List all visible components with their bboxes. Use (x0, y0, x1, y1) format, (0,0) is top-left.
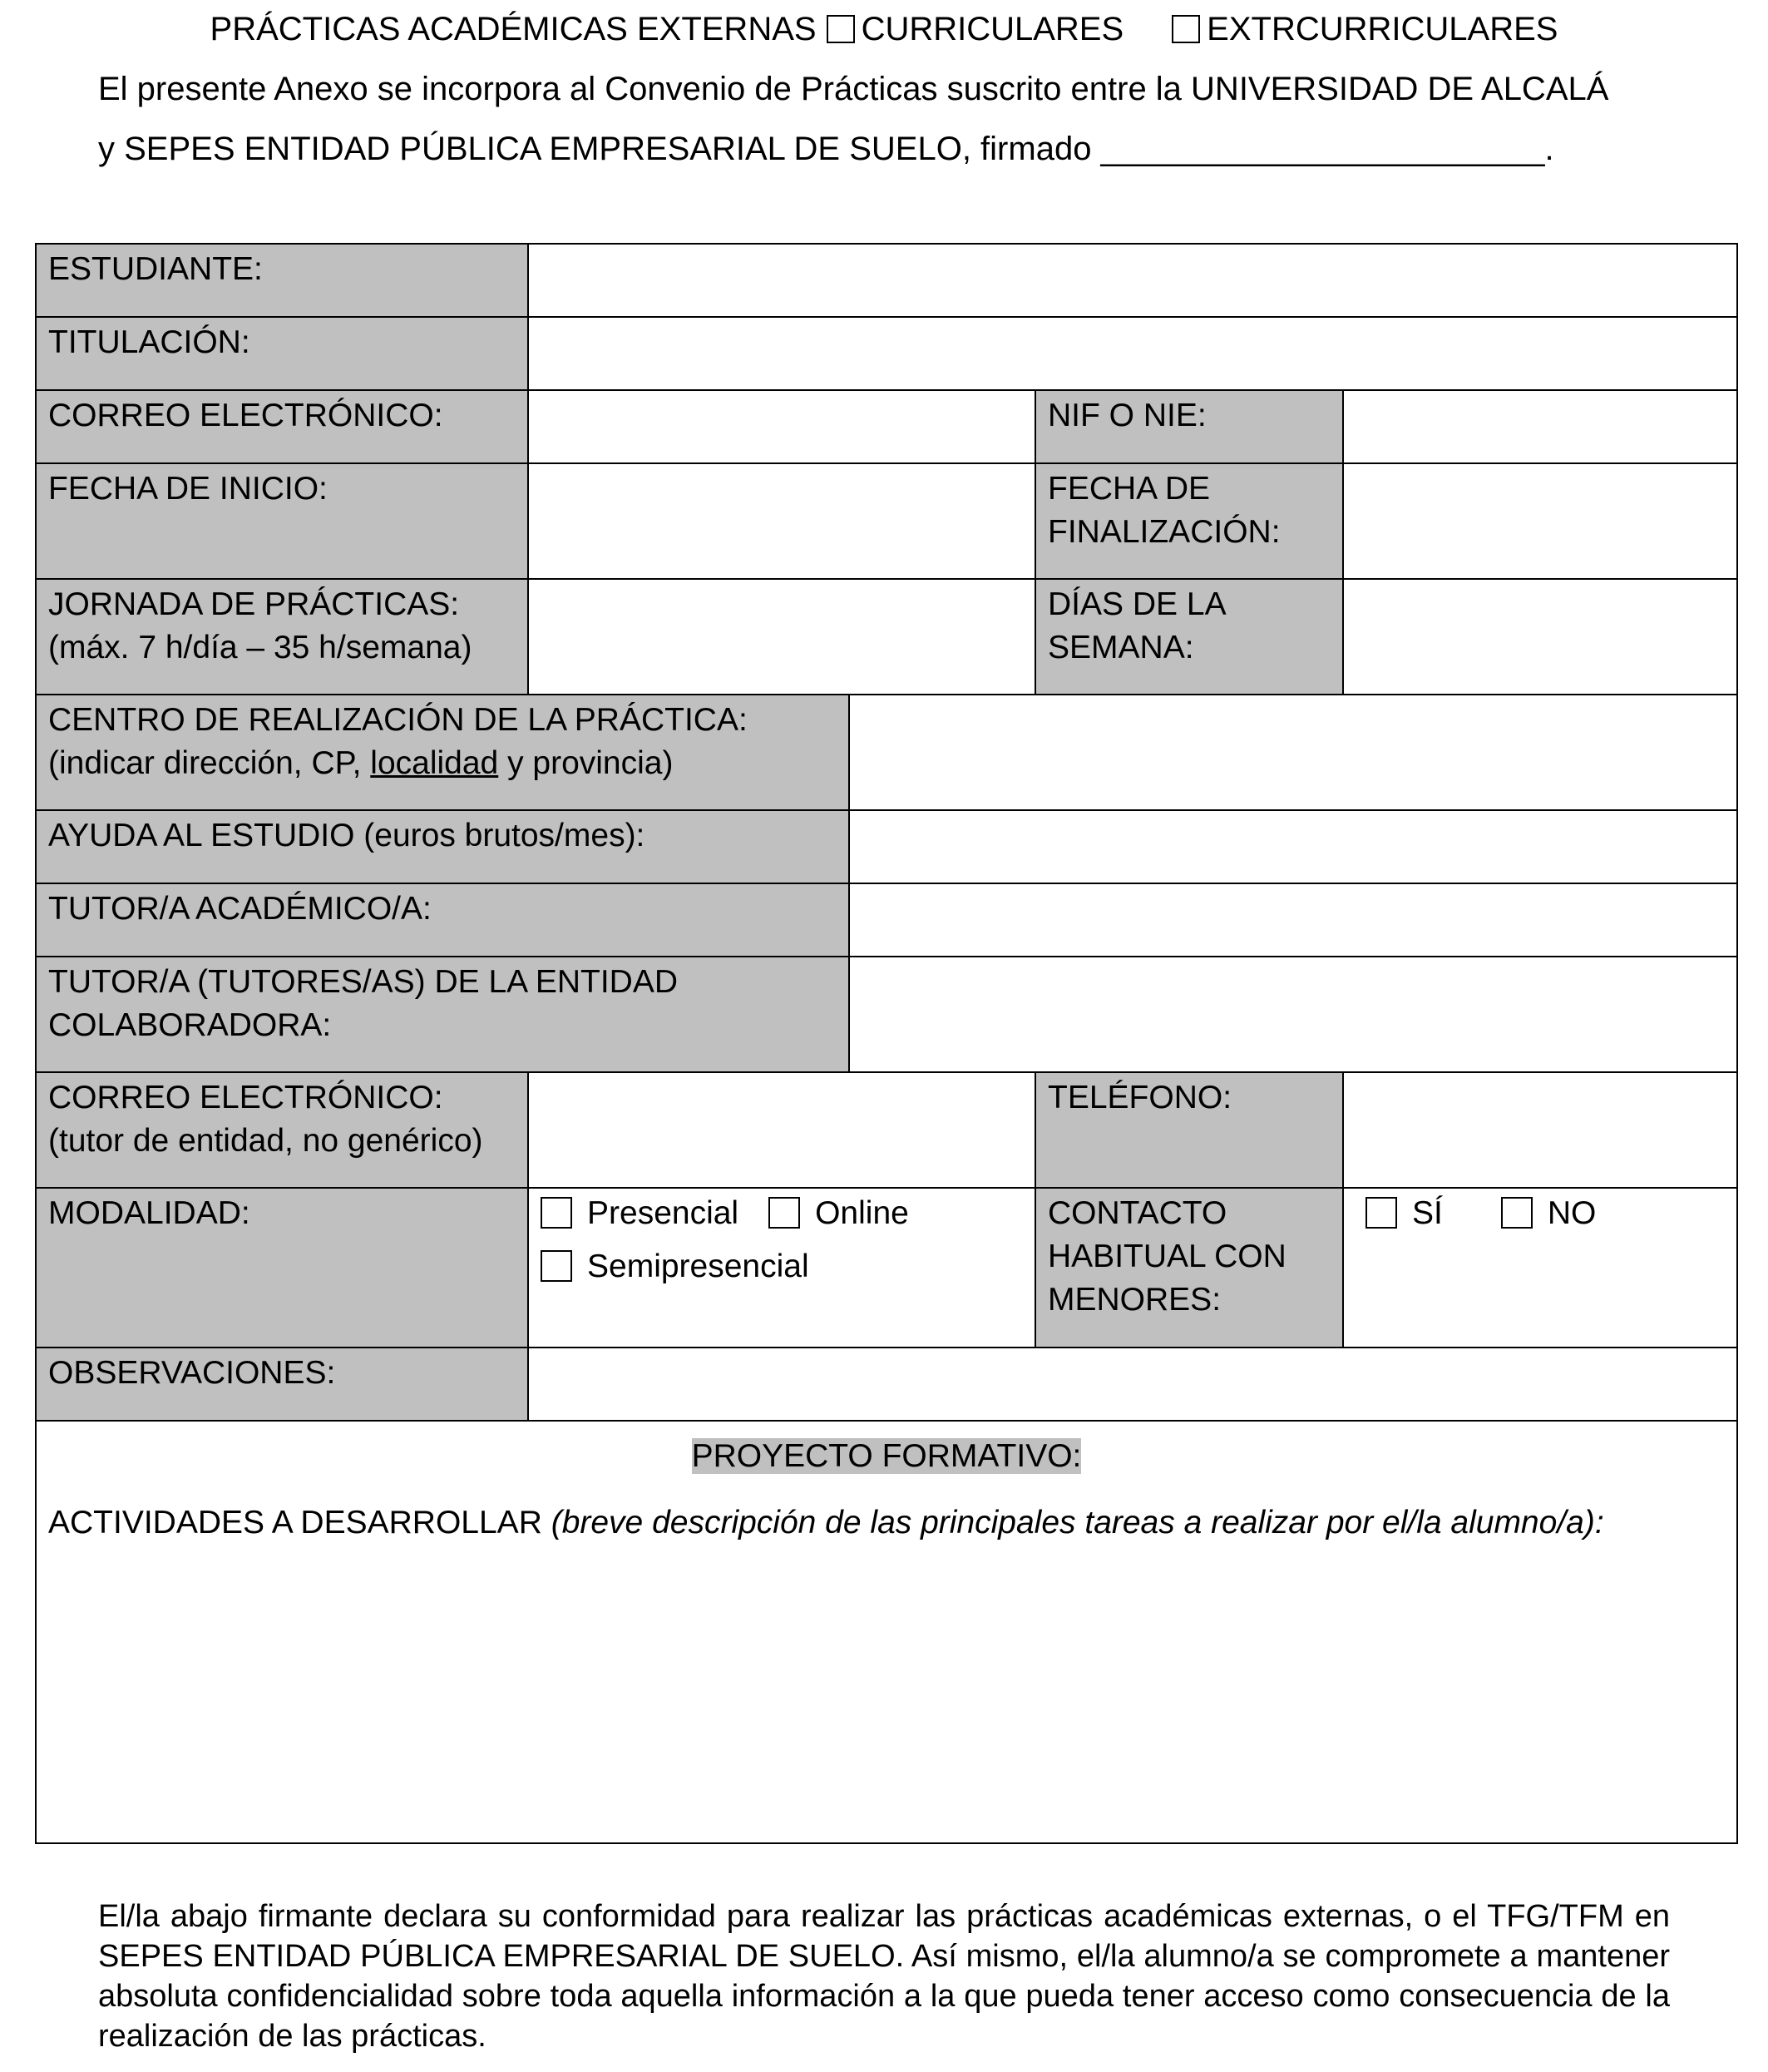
centro-label-part3: y provincia) (498, 745, 674, 781)
titulacion-field[interactable] (528, 317, 1737, 390)
contacto-label-line3: MENORES: (1048, 1282, 1222, 1318)
presencial-checkbox[interactable] (541, 1197, 572, 1229)
no-checkbox[interactable] (1501, 1197, 1533, 1229)
fecha-fin-label-line1: FECHA DE (1048, 471, 1211, 507)
online-label: Online (815, 1195, 909, 1231)
contacto-menores-label (1035, 1188, 1343, 1348)
semipresencial-label: Semipresencial (587, 1249, 809, 1284)
extracurricular-checkbox[interactable] (1172, 15, 1200, 43)
correo-field[interactable] (528, 390, 1035, 463)
practice-form-table (35, 243, 1738, 1844)
actividades-hint: (breve descripción de las principales tareas a realizar por el/la alumno/a): (551, 1505, 1604, 1540)
intro-line-2: y SEPES ENTIDAD PÚBLICA EMPRESARIAL DE SUELO, firmado ________________________. (98, 131, 1554, 167)
telefono-label: TELÉFONO: (1035, 1072, 1343, 1188)
fecha-fin-field[interactable] (1343, 463, 1737, 579)
semipresencial-checkbox[interactable] (541, 1250, 572, 1282)
extracurricular-label: EXTRCURRICULARES (1207, 11, 1558, 47)
page-title: PRÁCTICAS ACADÉMICAS EXTERNAS (210, 11, 817, 47)
online-checkbox[interactable] (768, 1197, 800, 1229)
correo-tutor-label-line2: (tutor de entidad, no genérico) (48, 1123, 483, 1159)
header-title-line (0, 8, 1768, 50)
contacto-menores-options (1343, 1188, 1737, 1348)
dias-label-line1: DÍAS DE LA (1048, 586, 1227, 622)
jornada-label (36, 579, 528, 695)
tutor-entidad-label (36, 957, 849, 1072)
observaciones-field[interactable] (528, 1348, 1737, 1421)
actividades-line (48, 1501, 1725, 1545)
correo-label: CORREO ELECTRÓNICO: (36, 390, 528, 463)
si-label: SÍ (1412, 1195, 1443, 1231)
centro-label-line1: CENTRO DE REALIZACIÓN DE LA PRÁCTICA: (48, 702, 748, 738)
tutor-entidad-label-line2: COLABORADORA: (48, 1007, 332, 1043)
no-label: NO (1547, 1195, 1597, 1231)
centro-label-part1: (indicar dirección, CP, (48, 745, 371, 781)
jornada-label-line1: JORNADA DE PRÁCTICAS: (48, 586, 460, 622)
jornada-label-line2: (máx. 7 h/día – 35 h/semana) (48, 630, 472, 665)
proyecto-formativo-section (36, 1421, 1737, 1843)
centro-label-line2 (48, 742, 837, 785)
ayuda-field[interactable] (849, 810, 1737, 883)
estudiante-label: ESTUDIANTE: (36, 244, 528, 317)
telefono-field[interactable] (1343, 1072, 1737, 1188)
si-checkbox[interactable] (1366, 1197, 1397, 1229)
jornada-field[interactable] (528, 579, 1035, 695)
correo-tutor-label-line1: CORREO ELECTRÓNICO: (48, 1080, 443, 1115)
centro-field[interactable] (849, 695, 1737, 810)
presencial-label: Presencial (587, 1195, 739, 1231)
titulacion-label: TITULACIÓN: (36, 317, 528, 390)
correo-tutor-label (36, 1072, 528, 1188)
modalidad-options (528, 1188, 1035, 1348)
estudiante-field[interactable] (528, 244, 1737, 317)
centro-label-localidad: localidad (370, 745, 499, 781)
actividades-label: ACTIVIDADES A DESARROLLAR (48, 1505, 542, 1540)
ayuda-label: AYUDA AL ESTUDIO (euros brutos/mes): (36, 810, 849, 883)
fecha-fin-label (1035, 463, 1343, 579)
fecha-fin-label-line2: FINALIZACIÓN: (1048, 514, 1281, 550)
tutor-entidad-field[interactable] (849, 957, 1737, 1072)
proyecto-formativo-title: PROYECTO FORMATIVO: (691, 1438, 1082, 1474)
correo-tutor-field[interactable] (528, 1072, 1035, 1188)
curricular-label: CURRICULARES (861, 11, 1124, 47)
fecha-inicio-label: FECHA DE INICIO: (36, 463, 528, 579)
declaration-text: El/la abajo firmante declara su conformidad para realizar las prácticas académicas externas, o el TFG/TFM en SEPES ENTIDAD PÚBLICA EMPRESARIAL DE SUELO. Así mismo, el/la alumno/a se compromete a mantener absoluta confidencialidad sobre toda aquella información a la que pueda tener acceso como consecuencia de la realización de las prácticas. (98, 1899, 1670, 2054)
nif-field[interactable] (1343, 390, 1737, 463)
intro-line-1: El presente Anexo se incorpora al Convenio de Prácticas suscrito entre la UNIVERSIDAD DE ALCALÁ (98, 71, 1609, 107)
curricular-checkbox[interactable] (827, 15, 855, 43)
dias-label (1035, 579, 1343, 695)
centro-label (36, 695, 849, 810)
observaciones-label: OBSERVACIONES: (36, 1348, 528, 1421)
modalidad-label: MODALIDAD: (36, 1188, 528, 1348)
fecha-inicio-field[interactable] (528, 463, 1035, 579)
tutor-academico-field[interactable] (849, 883, 1737, 957)
contacto-label-line1: CONTACTO (1048, 1195, 1227, 1231)
tutor-entidad-label-line1: TUTOR/A (TUTORES/AS) DE LA ENTIDAD (48, 964, 679, 1000)
tutor-academico-label: TUTOR/A ACADÉMICO/A: (36, 883, 849, 957)
dias-field[interactable] (1343, 579, 1737, 695)
nif-label: NIF O NIE: (1035, 390, 1343, 463)
contacto-label-line2: HABITUAL CON (1048, 1239, 1286, 1274)
dias-label-line2: SEMANA: (1048, 630, 1194, 665)
